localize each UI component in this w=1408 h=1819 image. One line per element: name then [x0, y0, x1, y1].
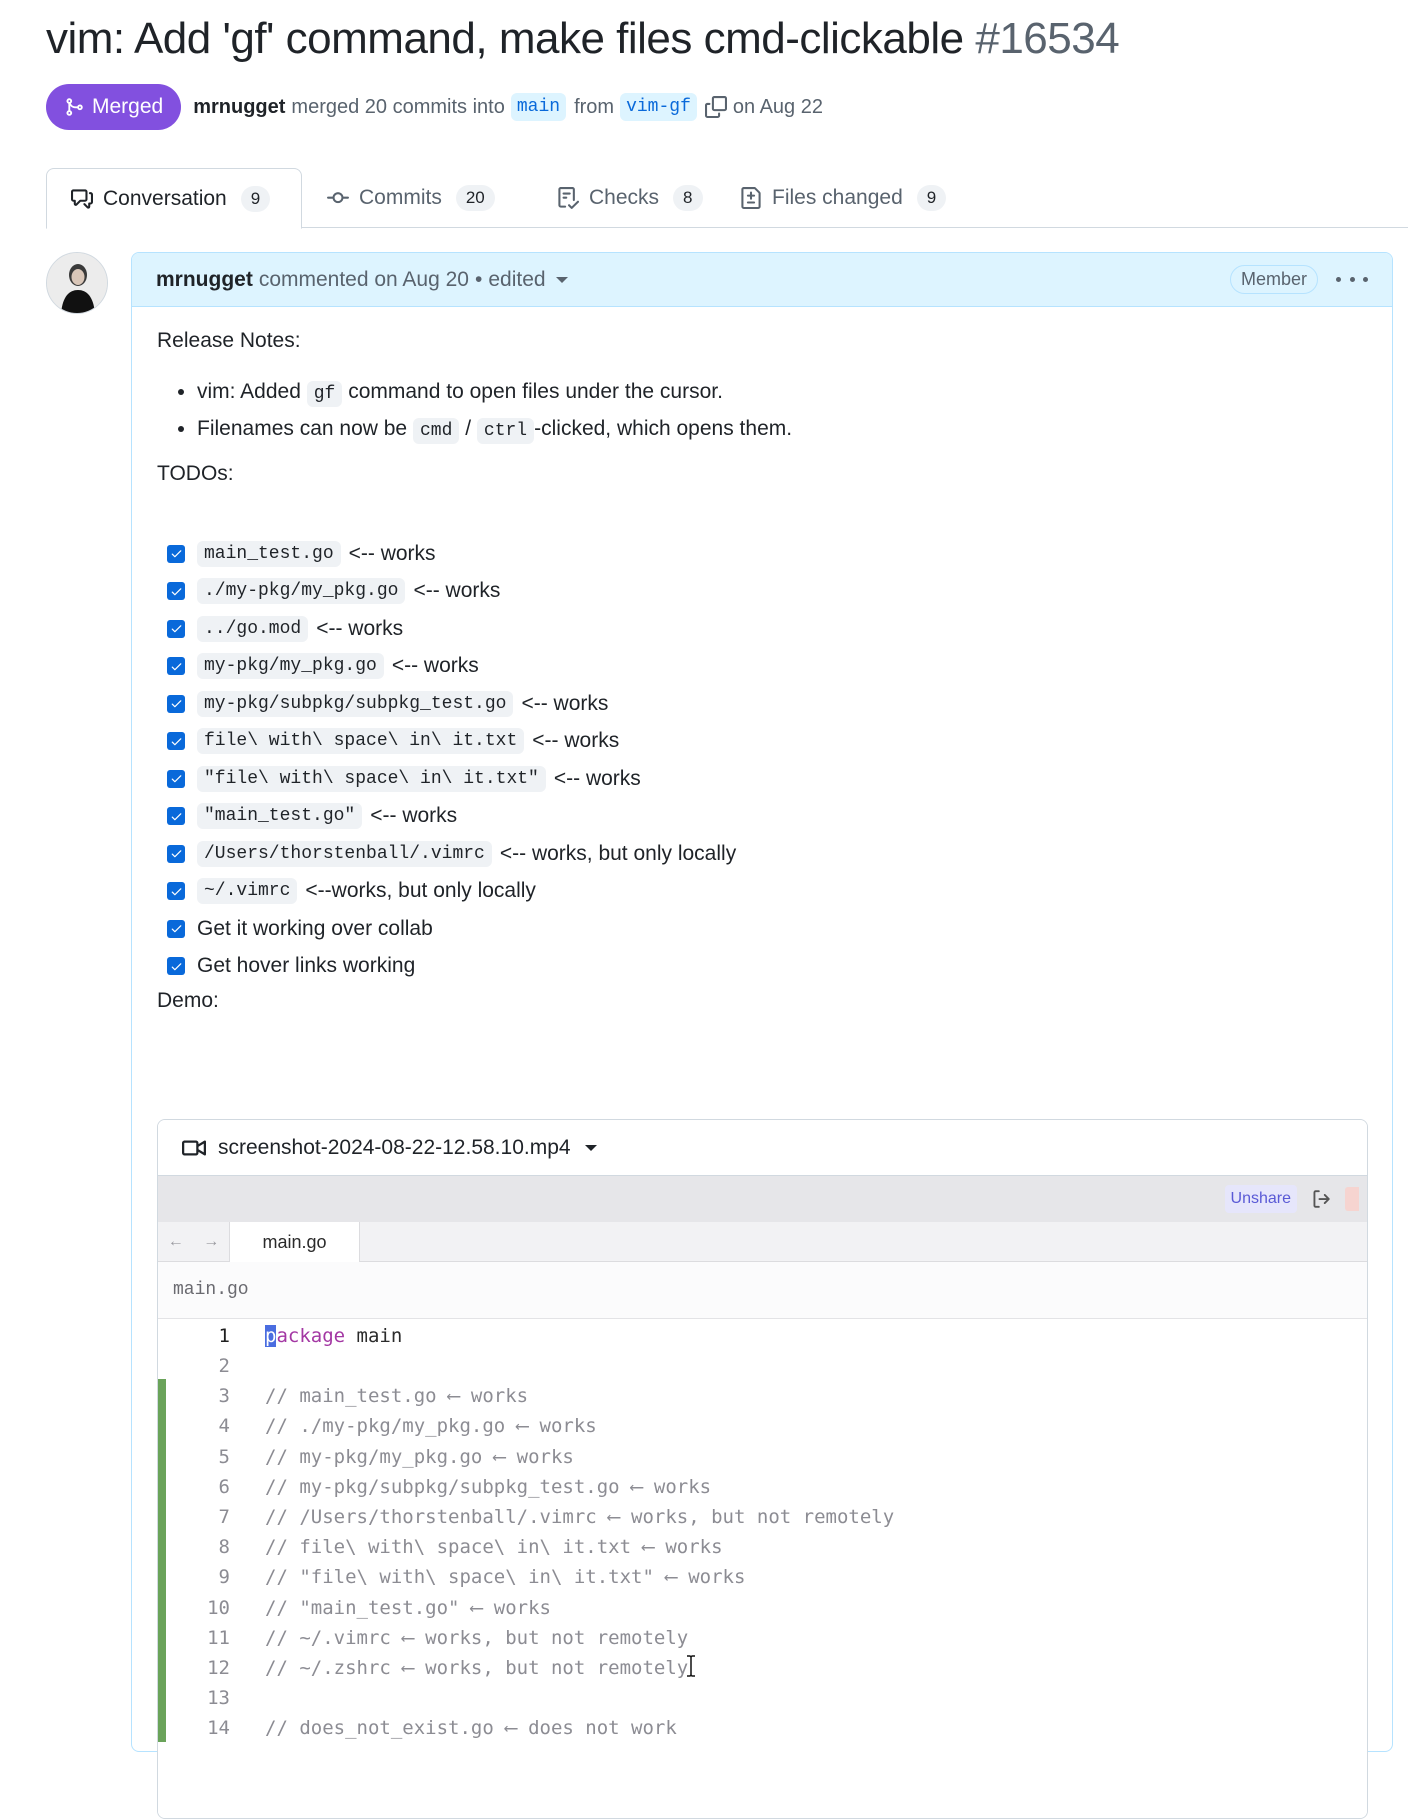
chevron-down-icon: [556, 277, 568, 283]
check-icon: [170, 960, 183, 973]
todo-text: <-- works: [532, 729, 620, 753]
line-number: 10: [207, 1596, 230, 1619]
todo-item: [167, 723, 736, 761]
pr-description-comment: [131, 252, 1393, 1752]
tab-files-changed-label: Files changed: [772, 186, 903, 209]
video-filename: screenshot-2024-08-22-12.58.10.mp4: [218, 1135, 571, 1159]
chevron-down-icon: [585, 1145, 597, 1151]
check-icon: [170, 585, 183, 598]
inline-code: my-pkg/subpkg/subpkg_test.go: [197, 691, 513, 717]
line-number: 13: [207, 1687, 230, 1710]
git-commit-icon: [327, 187, 349, 209]
head-branch[interactable]: vim-gf: [620, 93, 697, 121]
check-icon: [170, 847, 183, 860]
close-indicator: [1345, 1187, 1359, 1211]
tab-checks[interactable]: [533, 168, 727, 228]
bullet-text: Filenames can now be: [197, 417, 408, 440]
tab-conversation[interactable]: [46, 168, 302, 229]
inline-code: my-pkg/my_pkg.go: [197, 653, 384, 679]
code-text: [265, 1597, 551, 1619]
tab-checks-count: 8: [673, 185, 702, 211]
pr-number: #16534: [975, 14, 1120, 63]
comment-meta[interactable]: commented on Aug 20: [258, 267, 469, 291]
editor-tab-bar: [158, 1222, 1368, 1262]
todo-item: [167, 873, 736, 911]
checklist-icon: [557, 187, 579, 209]
tab-checks-label: Checks: [589, 186, 660, 209]
inline-code: file\ with\ space\ in\ it.txt: [197, 728, 524, 754]
todo-item: [167, 835, 736, 873]
checkbox[interactable]: [167, 657, 185, 675]
code-comment: // does_not_exist.go ⟵ does not work: [265, 1717, 677, 1740]
checkbox[interactable]: [167, 695, 185, 713]
video-header[interactable]: [158, 1120, 1367, 1176]
inline-code: "main_test.go": [197, 803, 362, 829]
merge-text: merged 20 commits into: [291, 95, 505, 118]
inline-code: ~/.vimrc: [197, 878, 297, 904]
comment-author-link[interactable]: mrnugget: [156, 267, 253, 291]
code-text: [265, 1717, 677, 1739]
editor-breadcrumb: main.go: [158, 1262, 1368, 1319]
todo-text: <-- works: [348, 541, 436, 565]
line-number: 2: [218, 1354, 230, 1377]
todo-item: [167, 535, 736, 573]
inline-code: ../go.mod: [197, 616, 308, 642]
checkbox[interactable]: [167, 920, 185, 938]
todo-item: [167, 910, 736, 948]
git-merge-icon: [64, 97, 84, 117]
line-number: 4: [218, 1415, 230, 1438]
merged-status-badge: [46, 84, 181, 130]
inline-code: gf: [307, 381, 343, 407]
code-line: [158, 1530, 1368, 1564]
code-comment: // /Users/thorstenball/.vimrc ⟵ works, but not remotely: [265, 1505, 895, 1528]
list-item: [197, 373, 792, 410]
check-icon: [170, 622, 183, 635]
bullet-text: vim: Added: [197, 380, 301, 403]
check-icon: [170, 922, 183, 935]
code-comment: // ./my-pkg/my_pkg.go ⟵ works: [265, 1415, 597, 1438]
todo-text: Get it working over collab: [197, 916, 433, 940]
todo-item: [167, 760, 736, 798]
todo-task-list: [167, 535, 736, 985]
check-icon: [170, 547, 183, 560]
todo-item: [167, 648, 736, 686]
ibeam-cursor-icon: [685, 1655, 697, 1677]
tab-commits[interactable]: [303, 168, 519, 228]
checkbox[interactable]: [167, 770, 185, 788]
code-line: [158, 1319, 1368, 1353]
code-line: [158, 1712, 1368, 1746]
avatar[interactable]: [46, 252, 108, 314]
line-number: 3: [218, 1385, 230, 1408]
checkbox[interactable]: [167, 620, 185, 638]
code-text: [265, 1325, 402, 1347]
edited-label: edited: [488, 267, 546, 291]
todo-text: <--works, but only locally: [305, 879, 536, 903]
back-arrow-icon[interactable]: ←: [167, 1232, 184, 1250]
checkbox[interactable]: [167, 882, 185, 900]
base-branch[interactable]: main: [511, 93, 566, 121]
line-number: 5: [218, 1445, 230, 1468]
code-text: [265, 1627, 688, 1649]
inline-code: main_test.go: [197, 541, 341, 567]
todo-item: [167, 685, 736, 723]
todo-item: [167, 798, 736, 836]
code-text: [265, 1506, 894, 1528]
line-number: 12: [207, 1656, 230, 1679]
todos-heading: TODOs:: [157, 462, 234, 485]
todo-text: Get hover links working: [197, 954, 416, 978]
merge-date: on Aug 22: [732, 95, 823, 118]
line-number: 8: [218, 1536, 230, 1559]
code-comment: // "file\ with\ space\ in\ it.txt" ⟵ works: [265, 1566, 746, 1589]
text-cursor: p: [265, 1324, 277, 1347]
inline-code: ctrl: [477, 418, 534, 444]
code-line: [158, 1591, 1368, 1625]
checkbox[interactable]: [167, 807, 185, 825]
identifier: main: [345, 1324, 403, 1347]
member-badge: Member: [1230, 265, 1318, 294]
code-line: [158, 1410, 1368, 1444]
edited-dropdown[interactable]: [488, 268, 567, 292]
tab-commits-count: 20: [456, 185, 495, 211]
checkbox[interactable]: [167, 845, 185, 863]
video-frame[interactable]: [158, 1176, 1368, 1819]
code-line: [158, 1500, 1368, 1534]
check-icon: [170, 885, 183, 898]
list-item: [197, 410, 792, 447]
checkbox[interactable]: [167, 732, 185, 750]
demo-heading: Demo:: [157, 989, 219, 1012]
code-line: [158, 1621, 1368, 1655]
file-diff-icon: [740, 187, 762, 209]
bullet-text: -clicked, which opens them.: [534, 417, 793, 440]
video-attachment: [157, 1119, 1368, 1819]
from-text: from: [574, 95, 615, 118]
checkbox[interactable]: [167, 545, 185, 563]
unshare-button[interactable]: Unshare: [1225, 1185, 1297, 1213]
todo-text: <-- works, but only locally: [499, 841, 737, 865]
checkbox[interactable]: [167, 957, 185, 975]
line-number: 11: [207, 1626, 230, 1649]
todo-item: [167, 610, 736, 648]
tab-files-changed-count: 9: [917, 185, 946, 211]
todo-text: <-- works: [316, 616, 404, 640]
code-comment: // ~/.vimrc ⟵ works, but not remotely: [265, 1626, 689, 1649]
release-notes-heading: Release Notes:: [157, 329, 301, 352]
todo-item: [167, 948, 736, 986]
tab-conversation-label: Conversation: [103, 186, 227, 210]
nav-arrows: [158, 1222, 230, 1261]
inline-code: ./my-pkg/my_pkg.go: [197, 578, 405, 604]
code-comment: // "main_test.go" ⟵ works: [265, 1596, 551, 1619]
checkbox[interactable]: [167, 582, 185, 600]
check-icon: [170, 810, 183, 823]
code-text: [265, 1536, 723, 1558]
code-comment: // ~/.zshrc ⟵ works, but not remotely: [265, 1656, 689, 1679]
tab-commits-label: Commits: [359, 186, 442, 209]
release-notes-list: [157, 373, 792, 447]
inline-code: /Users/thorstenball/.vimrc: [197, 841, 492, 867]
todo-text: <-- works: [553, 766, 641, 790]
todo-item: [167, 573, 736, 611]
pr-title: vim: Add 'gf' command, make files cmd-clickable: [46, 14, 964, 63]
tab-conversation-count: 9: [241, 186, 270, 212]
video-icon: [182, 1136, 206, 1160]
forward-arrow-icon[interactable]: →: [203, 1232, 220, 1250]
tab-files-changed[interactable]: [716, 168, 970, 228]
merged-status-label: Merged: [92, 95, 164, 118]
code-comment: // my-pkg/my_pkg.go ⟵ works: [265, 1445, 574, 1468]
code-line: [158, 1379, 1368, 1413]
pr-tabs: [46, 168, 1408, 228]
todo-text: <-- works: [370, 804, 458, 828]
copy-icon[interactable]: [705, 96, 727, 118]
code-comment: // main_test.go ⟵ works: [265, 1385, 529, 1408]
code-comment: // my-pkg/subpkg/subpkg_test.go ⟵ works: [265, 1475, 712, 1498]
code-line: [158, 1440, 1368, 1474]
page-title: [46, 14, 1119, 64]
code-text: [265, 1385, 528, 1407]
todo-text: <-- works: [521, 691, 609, 715]
editor-titlebar: [158, 1176, 1368, 1222]
check-icon: [170, 660, 183, 673]
code-text: [265, 1476, 711, 1498]
editor-tab-main-go[interactable]: main.go: [230, 1222, 360, 1262]
todo-text: <-- works: [413, 579, 501, 603]
code-text: [265, 1657, 688, 1679]
check-icon: [170, 735, 183, 748]
code-comment: // file\ with\ space\ in\ it.txt ⟵ works: [265, 1536, 723, 1559]
pr-meta: [46, 84, 823, 130]
check-icon: [170, 697, 183, 710]
git-added-gutter: [158, 1379, 166, 1741]
keyword: ackage: [276, 1324, 346, 1347]
comment-header: [132, 253, 1392, 307]
line-number: 7: [218, 1505, 230, 1528]
code-line: [158, 1651, 1368, 1685]
code-text: [265, 1566, 745, 1588]
code-text: [265, 1446, 574, 1468]
line-number: 6: [218, 1475, 230, 1498]
separator-dot: •: [474, 267, 483, 291]
line-number: 1: [218, 1324, 230, 1347]
code-line: [158, 1470, 1368, 1504]
inline-code: cmd: [413, 418, 459, 444]
code-line: [158, 1681, 1368, 1715]
inline-code: "file\ with\ space\ in\ it.txt": [197, 766, 546, 792]
line-number: 9: [218, 1566, 230, 1589]
check-icon: [170, 772, 183, 785]
bullet-separator: /: [465, 417, 472, 440]
code-line: [158, 1349, 1368, 1383]
more-options-icon[interactable]: [1336, 268, 1368, 292]
code-line: [158, 1561, 1368, 1595]
pr-author-link[interactable]: mrnugget: [193, 95, 286, 118]
code-text: [265, 1415, 597, 1437]
sign-out-icon[interactable]: [1311, 1189, 1331, 1209]
line-number: 14: [207, 1717, 230, 1740]
comment-discussion-icon: [71, 188, 93, 210]
todo-text: <-- works: [391, 654, 479, 678]
bullet-text: command to open files under the cursor.: [348, 380, 723, 403]
